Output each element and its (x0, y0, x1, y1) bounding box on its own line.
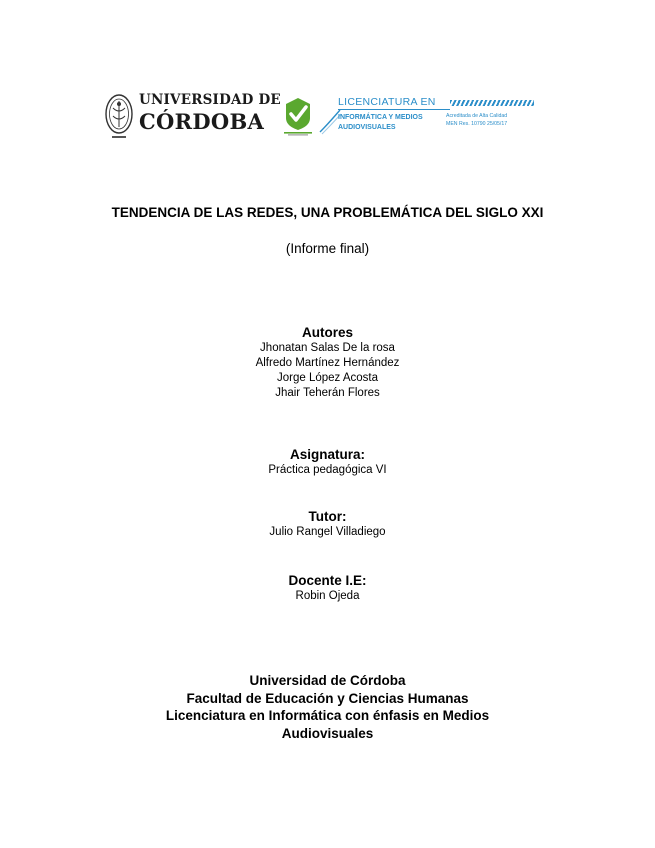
teacher-section (0, 572, 655, 604)
tutor-value: Julio Rangel Villadiego (269, 526, 386, 538)
authors-heading: Autores (301, 325, 353, 340)
subject-heading: Asignatura: (289, 447, 365, 462)
accreditation-text (446, 113, 507, 128)
institution-line: Universidad de Córdoba (249, 673, 406, 688)
author-name: Jhonatan Salas De la rosa (260, 342, 395, 354)
institution-line: Licenciatura en Informática con énfasis en Medios (165, 708, 490, 723)
accreditation-line1: Acreditada de Alta Calidad (446, 113, 508, 119)
authors-section (0, 324, 655, 401)
teacher-heading: Docente I.E: (288, 573, 367, 588)
program-stripe (450, 100, 534, 106)
program-logo (318, 96, 538, 140)
university-wordmark (139, 94, 281, 132)
accreditation-check-icon (280, 96, 316, 136)
author-name: Jhair Teherán Flores (275, 387, 380, 399)
author-name: Alfredo Martínez Hernández (255, 357, 400, 369)
university-name-line2: CÓRDOBA (139, 108, 265, 134)
program-subtitle (338, 113, 423, 133)
university-seal-icon (104, 92, 134, 142)
subject-section (0, 446, 655, 478)
subject-value: Práctica pedagógica VI (268, 464, 387, 476)
institution-line: Facultad de Educación y Ciencias Humanas (186, 690, 469, 706)
program-title: LICENCIATURA EN (338, 96, 436, 108)
program-sub-line2: AUDIOVISUALES (338, 124, 396, 131)
tutor-heading: Tutor: (308, 509, 347, 524)
tutor-section (0, 508, 655, 540)
program-sub-line1: INFORMÁTICA Y MEDIOS (338, 114, 423, 121)
author-name: Jorge López Acosta (276, 372, 378, 384)
university-name-line1: UNIVERSIDAD DE (139, 92, 281, 108)
teacher-value: Robin Ojeda (295, 590, 360, 602)
header-logos (104, 90, 544, 144)
accreditation-line2: MEN Res. 10790 25/05/17 (446, 120, 508, 127)
institution-line: Audiovisuales (281, 725, 374, 741)
document-title: TENDENCIA DE LAS REDES, UNA PROBLEMÁTICA DEL SIGLO XXI (111, 205, 544, 220)
program-divider (338, 109, 450, 110)
document-subtitle: (Informe final) (285, 241, 370, 256)
institution-block (0, 672, 655, 742)
